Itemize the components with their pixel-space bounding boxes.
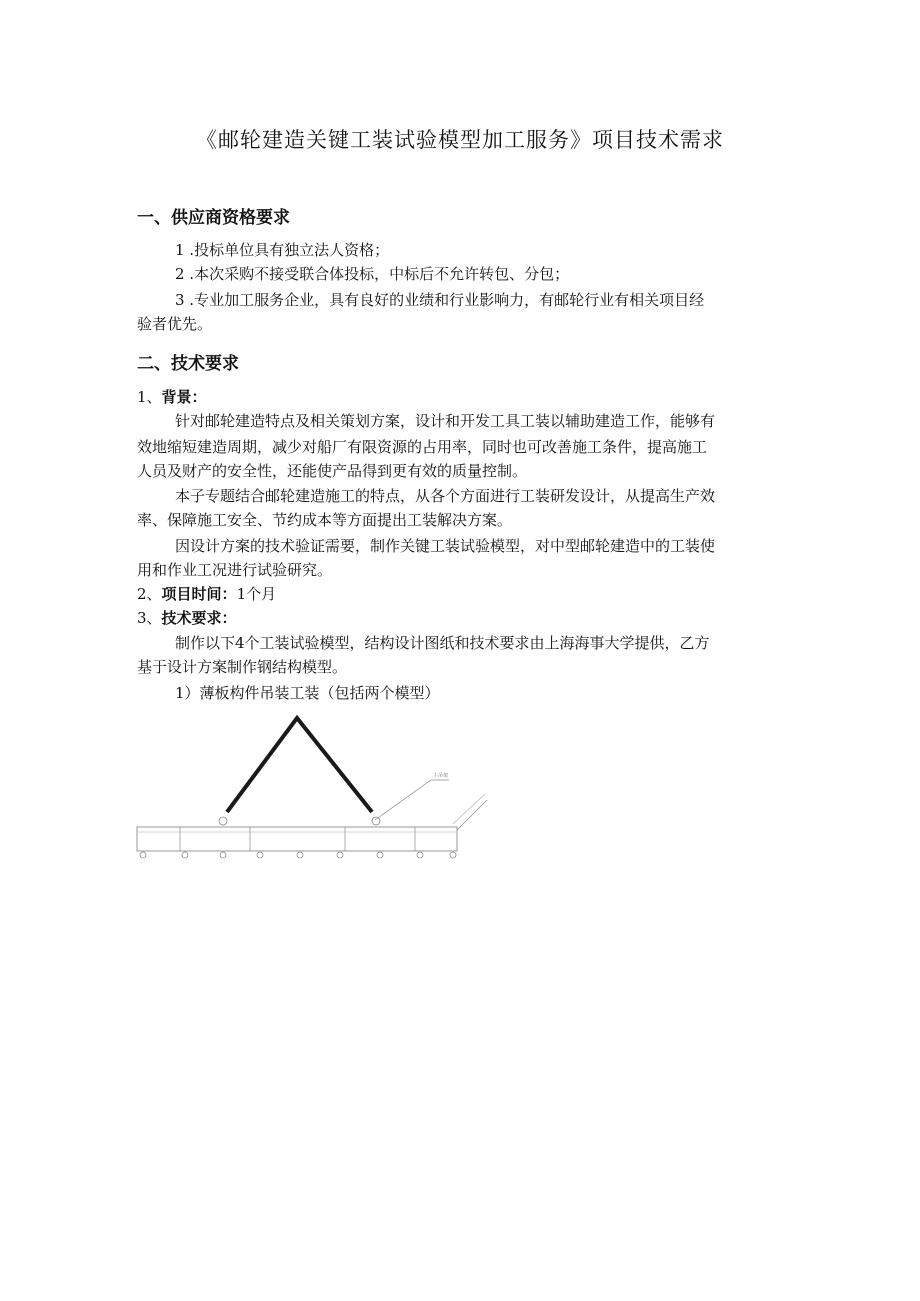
background-heading: [137, 386, 783, 410]
section-heading-supplier: 一、供应商资格要求: [137, 208, 290, 228]
document-title: 《邮轮建造关键工装试验模型加工服务》项目技术需求: [196, 128, 724, 152]
tech-req-heading: [137, 607, 783, 631]
tech-req-item-1: 1）薄板构件吊装工装（包括两个模型）: [175, 684, 440, 702]
background-line-5: 率、保障施工安全、节约成本等方面提出工装解决方案。: [137, 511, 513, 529]
tech-req-number: 3、: [137, 609, 162, 627]
lifting-fixture-drawing: [135, 712, 490, 862]
background-line-2: 效地缩短建造周期，减少对船厂有限资源的占用率，同时也可改善施工条件，提高施工: [137, 438, 708, 456]
supplier-item-3: 3 .专业加工服务企业，具有良好的业绩和行业影响力，有邮轮行业有相关项目经: [175, 291, 705, 309]
background-label: 背景：: [161, 388, 207, 406]
tech-req-line-2: 基于设计方案制作钢结构模型。: [137, 658, 348, 676]
background-line-1: 针对邮轮建造特点及相关策划方案，设计和开发工具工装以辅助建造工作，能够有: [175, 412, 716, 430]
tech-req-line-1: 制作以下4个工装试验模型，结构设计图纸和技术要求由上海海事大学提供，乙方: [175, 634, 710, 652]
background-number: 1、: [137, 388, 162, 406]
thin-plate: [137, 827, 457, 851]
supplier-item-1: 1 .投标单位具有独立法人资格；: [175, 241, 390, 259]
figure-callout-label: 主吊架: [433, 773, 449, 779]
background-line-7: 用和作业工况进行试验研究。: [137, 561, 333, 579]
background-line-6: 因设计方案的技术验证需要，制作关键工装试验模型，对中型邮轮建造中的工装使: [175, 537, 716, 555]
section-heading-tech: 二、技术要求: [137, 354, 239, 374]
project-time-value: 1个月: [236, 585, 277, 603]
supplier-item-3-cont: 验者优先。: [137, 315, 213, 333]
background-line-3: 人员及财产的安全性，还能使产品得到更有效的质量控制。: [137, 462, 528, 480]
background-line-4: 本子专题结合邮轮建造施工的特点，从各个方面进行工装研发设计，从提高生产效: [175, 487, 716, 505]
project-time-number: 2、: [137, 585, 162, 603]
lifting-frame: [227, 718, 372, 812]
tech-req-label: 技术要求：: [161, 609, 237, 627]
project-time: [137, 583, 783, 607]
supplier-item-2: 2 .本次采购不接受联合体投标，中标后不允许转包、分包；: [175, 265, 570, 283]
project-time-label: 项目时间：: [161, 585, 237, 603]
